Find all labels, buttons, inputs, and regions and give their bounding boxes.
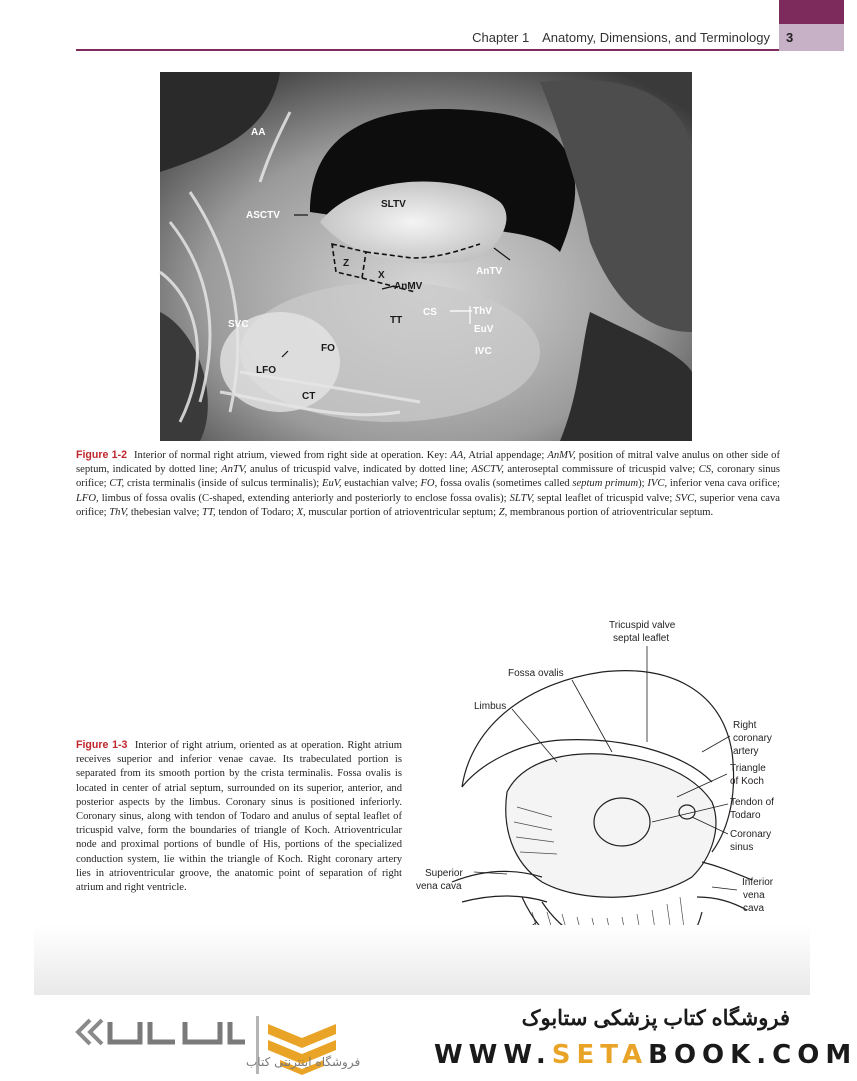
figure-1-2-caption: Figure 1-2 Interior of normal right atrium, viewed from right side at operation. Key: AA, Atrial appendage; AnMV, position of mitral valve anulus on other side of septum, indicated by dotted line; AnTV, anulus of tricuspid valve, indicated by dotted line; ASCTV, anteroseptal commissure of tricuspid valve; CS, coronary sinus orifice; CT, crista terminalis (inside of sulcus terminalis); EuV, eustachian valve; FO, fossa ovalis (sometimes called septum primum); IVC, inferior vena cava orifice; LFO, limbus of fossa ovalis (C-shaped, extending anteriorly and posteriorly to enclose fossa ovalis); SLTV, septal leaflet of tricuspid valve; SVC, superior vena cava orifice; ThV, thebesian valve; TT, tendon of Todaro; X, muscular portion of atrioventricular septum; Z, membranous portion of atrioventricular septum.: [76, 449, 780, 518]
photo-label-lfo: LFO: [256, 365, 276, 376]
header-rule: [76, 49, 779, 51]
label-koch-1: Triangle: [730, 763, 766, 774]
photo-label-sltv: SLTV: [381, 199, 406, 210]
figure-1-3-label: Figure 1-3: [76, 739, 128, 751]
photo-label-anmv: AnMV: [394, 281, 423, 292]
photo-label-x: X: [378, 270, 385, 281]
figure-1-2-label: Figure 1-2: [76, 449, 127, 461]
shop-name: فروشگاه کتاب پزشکی ستابوک: [521, 1007, 790, 1030]
photo-label-euv: EuV: [474, 324, 494, 335]
photo-label-ivc: IVC: [475, 346, 492, 357]
label-cs-2: sinus: [730, 842, 754, 853]
label-todaro-1: Tendon of: [730, 797, 774, 808]
label-limbus: Limbus: [474, 701, 507, 712]
label-tricuspid-1: Tricuspid valve: [609, 620, 676, 631]
photo-label-svc: SVC: [228, 319, 249, 330]
photo-label-asctv: ASCTV: [246, 210, 280, 221]
photo-label-thv: ThV: [473, 306, 492, 317]
photo-label-tt: TT: [390, 315, 403, 326]
label-cs-1: Coronary: [730, 829, 772, 840]
chapter-number: Chapter 1: [472, 30, 530, 45]
label-svc-2: vena cava: [416, 881, 462, 892]
photo-label-cs: CS: [423, 307, 437, 318]
label-todaro-2: Todaro: [730, 810, 761, 821]
figure-1-3-caption: [76, 738, 402, 895]
label-rca-1: Right: [733, 720, 757, 731]
logo-subtitle: فروشگاه اینترنتی کتاب: [246, 1055, 361, 1069]
photo-label-aa: AA: [251, 127, 266, 138]
label-koch-2: of Koch: [730, 776, 764, 787]
label-ivc-3: cava: [743, 903, 765, 914]
photo-label-ct: CT: [302, 391, 316, 402]
page-number: 3: [786, 30, 794, 45]
shop-url[interactable]: WWW.SETABOOK.COM: [434, 1040, 857, 1070]
label-svc-1: Superior: [425, 868, 463, 879]
running-header: [0, 0, 844, 52]
label-tricuspid-2: septal leaflet: [613, 633, 670, 644]
label-rca-2: coronary: [733, 733, 772, 744]
label-ivc-1: Inferior: [742, 877, 774, 888]
chapter-title: Anatomy, Dimensions, and Terminology: [542, 30, 770, 45]
photo-label-fo: FO: [321, 343, 335, 354]
photo-label-antv: AnTV: [476, 266, 503, 277]
footer-fade: [34, 925, 810, 995]
label-ivc-2: vena: [743, 890, 765, 901]
running-title: [472, 30, 770, 45]
label-rca-3: artery: [733, 746, 759, 757]
photo-label-z: Z: [343, 258, 350, 269]
setabook-logo: [70, 1014, 361, 1076]
figure-1-3-caption-text: Interior of right atrium, oriented as at operation. Right atrium receives superior and inferior venae cavae. Its trabeculated portion is separated from its smooth portion by the crista terminalis. Fossa ovalis is located in center of atrial septum, surrounded on its superior, anterior, and posterior aspects by the limbus. Coronary sinus is positioned inferiorly. Coronary sinus, along with tendon of Todaro and anulus of septal leaflet of tricuspid valve, form the boundaries of triangle of Koch. Atrioventricular node and proximal portions of bundle of His, portions of the specialized conduction system, lie within the triangle of Koch. Right coronary artery lies in atrioventricular groove, the anatomic point of separation of right atrium and right ventricle.: [76, 740, 402, 894]
figure-1-2-photo: [160, 72, 692, 441]
label-fossa-ovalis: Fossa ovalis: [508, 668, 564, 679]
